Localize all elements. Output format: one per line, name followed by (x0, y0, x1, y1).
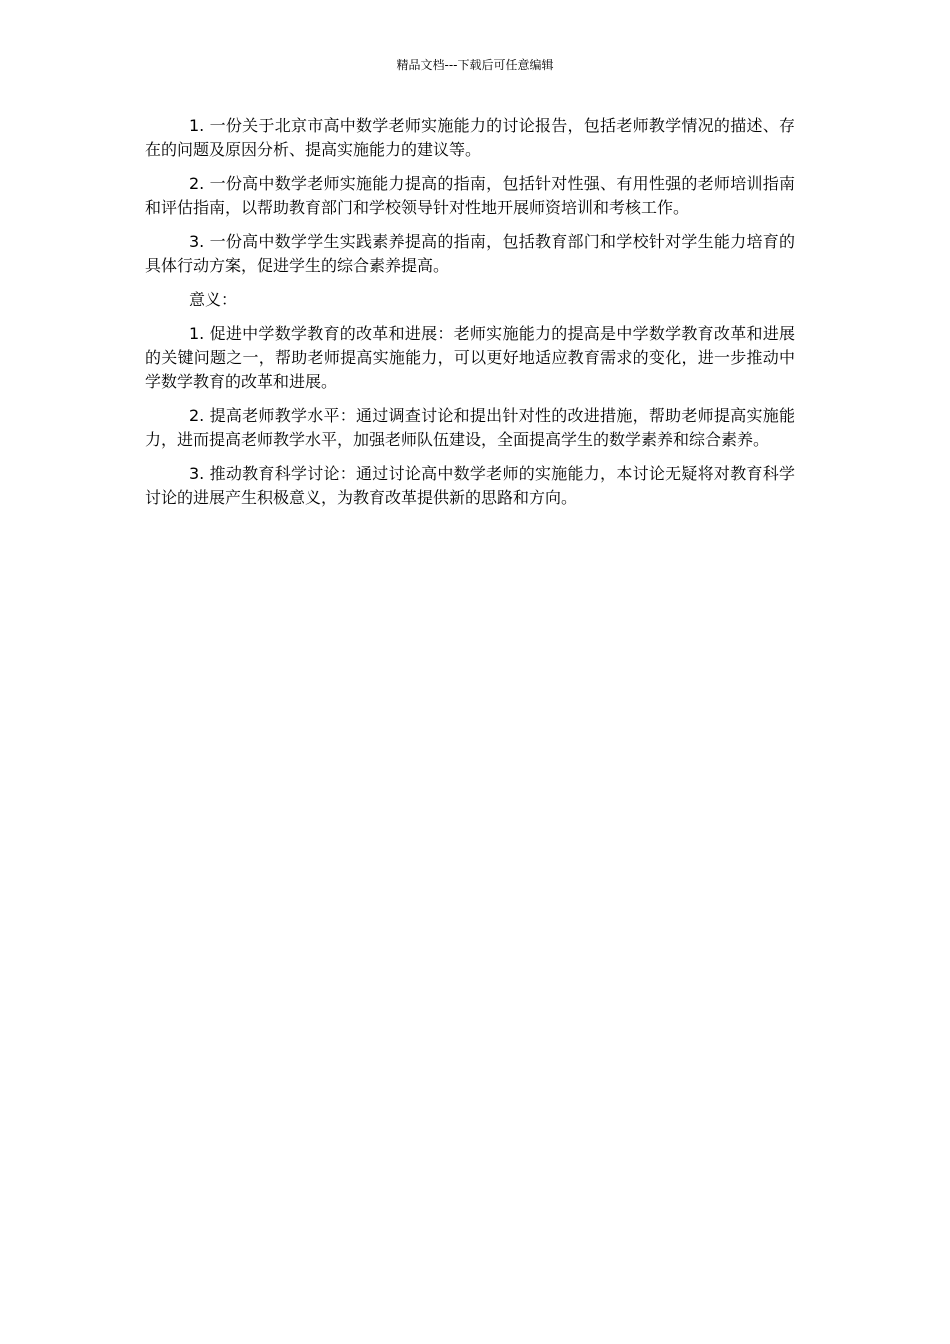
paragraph-significance-1: 1. 促进中学数学教育的改革和进展：老师实施能力的提高是中学数学教育改革和进展的关键问题之一，帮助老师提高实施能力，可以更好地适应教育需求的变化，进一步推动中学数学教育的改革和进展。 (145, 324, 795, 391)
paragraph-outcome-2: 2. 一份高中数学老师实施能力提高的指南，包括针对性强、有用性强的老师培训指南和评估指南，以帮助教育部门和学校领导针对性地开展师资培训和考核工作。 (145, 174, 795, 217)
section-heading-significance: 意义： (189, 290, 238, 309)
paragraph-outcome-1: 1. 一份关于北京市高中数学老师实施能力的讨论报告，包括老师教学情况的描述、存在的问题及原因分析、提高实施能力的建议等。 (145, 116, 795, 159)
paragraph-significance-2: 2. 提高老师教学水平：通过调查讨论和提出针对性的改进措施，帮助老师提高实施能力，进而提高老师教学水平，加强老师队伍建设，全面提高学生的数学素养和综合素养。 (145, 406, 795, 449)
paragraph-significance-3: 3. 推动教育科学讨论：通过讨论高中数学老师的实施能力，本讨论无疑将对教育科学讨论的进展产生积极意义，为教育改革提供新的思路和方向。 (145, 464, 795, 507)
page-header: 精品文档---下载后可任意编辑 (396, 58, 554, 72)
document-body (145, 114, 795, 520)
paragraph-outcome-3: 3. 一份高中数学学生实践素养提高的指南，包括教育部门和学校针对学生能力培育的具体行动方案，促进学生的综合素养提高。 (145, 232, 795, 275)
